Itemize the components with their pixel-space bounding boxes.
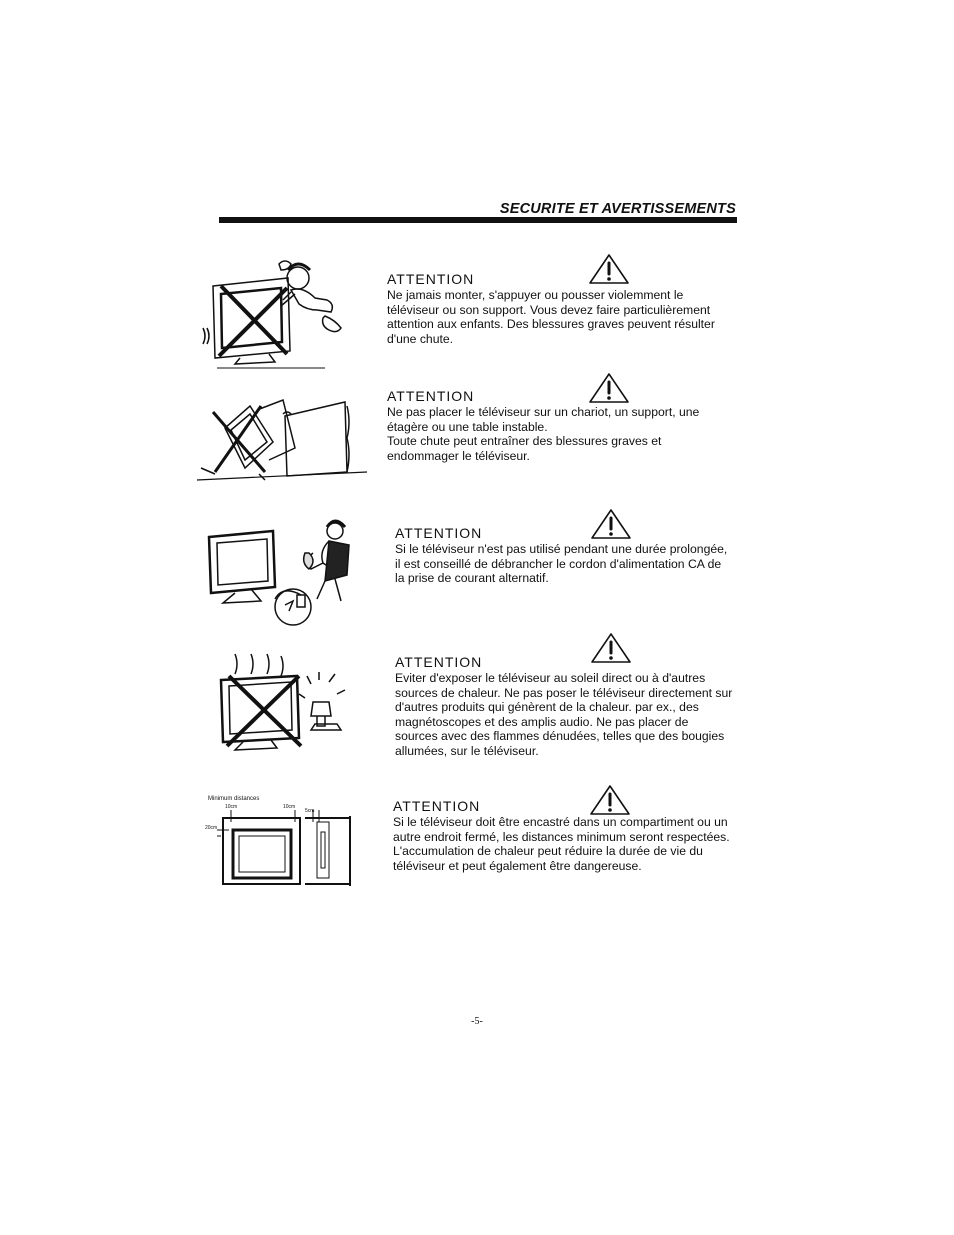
attention-text [395, 542, 727, 586]
attention-heading: ATTENTION [393, 798, 481, 814]
attention-heading: ATTENTION [387, 271, 475, 287]
attention-line: téléviseur et peut également être dangereuse. [393, 858, 642, 873]
header-rule [219, 217, 737, 223]
attention-block-1 [387, 271, 715, 346]
attention-text [387, 405, 699, 463]
attention-line: autre endroit fermé, les distances minimum seront respectées. [393, 829, 730, 844]
attention-line: sources avec des flammes dénudées, telles que des bougies [395, 729, 725, 744]
warning-triangle-icon [590, 508, 632, 540]
child-climbing-tv-crossed-icon [195, 258, 370, 370]
attention-line: étagère ou une table instable. [387, 419, 548, 434]
attention-block-2 [387, 388, 699, 463]
page-number: -5- [471, 1016, 483, 1027]
attention-line: Eviter d'exposer le téléviseur au soleil direct ou à d'autres [395, 671, 706, 685]
warning-triangle-icon [588, 253, 630, 285]
page-header-title: SECURITE ET AVERTISSEMENTS [499, 201, 736, 217]
attention-line: d'autres produits qui génèrent de la chaleur. par ex., des [395, 700, 699, 715]
attention-heading: ATTENTION [395, 525, 483, 541]
attention-heading: ATTENTION [387, 388, 475, 404]
attention-text [393, 815, 730, 873]
attention-block-4 [395, 654, 732, 759]
warning-triangle-icon [588, 372, 630, 404]
attention-line: il est conseillé de débrancher le cordon d'alimentation CA de [395, 556, 722, 571]
attention-line: d'une chute. [387, 331, 454, 346]
attention-line: Toute chute peut entraîner des blessures graves et [387, 434, 662, 449]
warning-triangle-icon [590, 632, 632, 664]
woman-unplugging-tv-icon [205, 515, 360, 627]
attention-block-5 [393, 798, 730, 873]
distance-left: 20cm [205, 825, 218, 831]
distance-side: 5cm [305, 808, 315, 814]
distance-top: 10cm [225, 804, 238, 810]
attention-line: Si le téléviseur doit être encastré dans un compartiment ou un [393, 815, 728, 829]
attention-line: la prise de courant alternatif. [395, 571, 549, 586]
tv-heat-source-crossed-icon [215, 650, 360, 758]
attention-block-3 [395, 525, 727, 586]
attention-line: sources de chaleur. Ne pas poser le téléviseur directement sur [395, 685, 733, 700]
attention-text [395, 671, 732, 759]
attention-line: téléviseur ou son support. Vous devez faire particulièrement [387, 302, 711, 317]
warning-triangle-icon [589, 784, 631, 816]
attention-line: Ne pas placer le téléviseur sur un chariot, un support, une [387, 405, 700, 419]
attention-line: attention aux enfants. Des blessures graves peuvent résulter [387, 317, 715, 332]
attention-text [387, 288, 715, 346]
attention-line: endommager le téléviseur. [387, 448, 530, 463]
distances-label: Minimum distances [208, 796, 260, 802]
tv-falling-from-shelf-icon [195, 398, 370, 488]
attention-line: magnétoscopes et des amplis audio. Ne pas placer de [395, 714, 689, 729]
attention-heading: ATTENTION [395, 654, 483, 670]
attention-line: allumées, sur le téléviseur. [395, 743, 539, 758]
attention-line: Ne jamais monter, s'appuyer ou pousser violemment le [387, 288, 684, 302]
distance-right: 10cm [283, 804, 296, 810]
minimum-distances-diagram-icon [205, 792, 355, 888]
attention-line: L'accumulation de chaleur peut réduire la durée de vie du [393, 844, 703, 859]
attention-line: Si le téléviseur n'est pas utilisé pendant une durée prolongée, [395, 542, 728, 556]
